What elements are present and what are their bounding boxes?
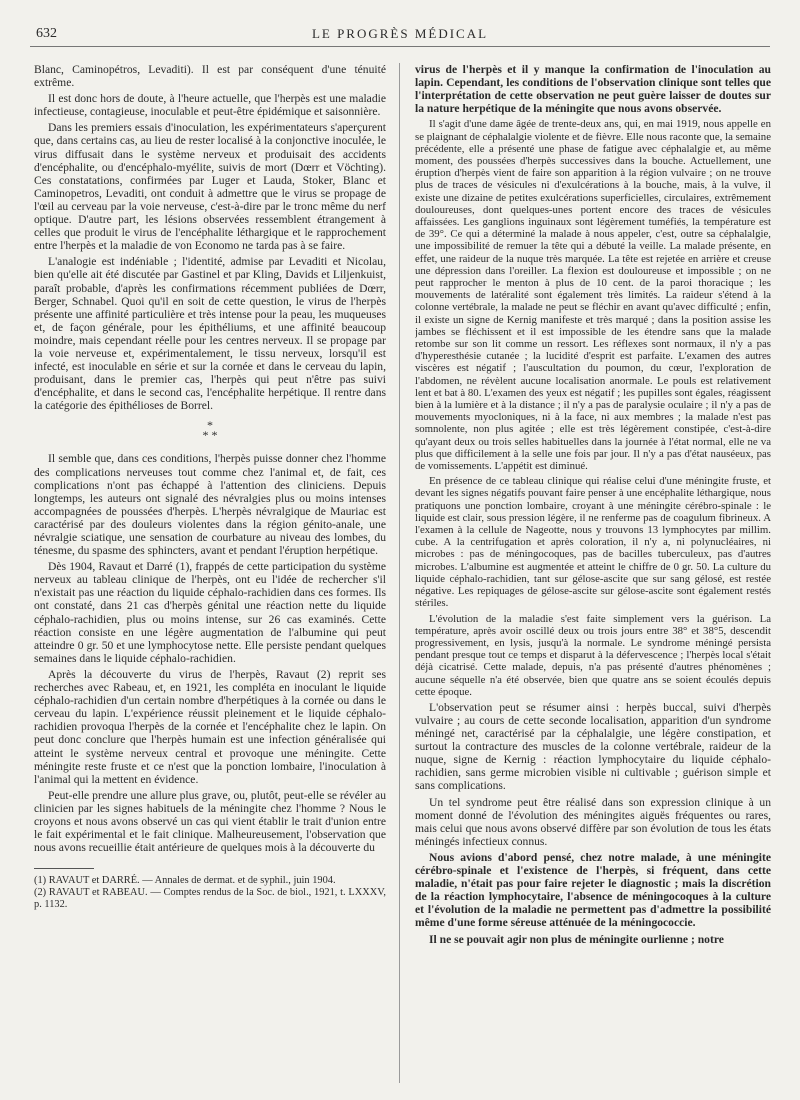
paragraph: Peut-elle prendre une allure plus grave, ou, plutôt, peut-elle se révéler au clinicien par les signes habituels de la méningite chez l'homme ? Nous le croyons et nous avons observé un cas qui vient établir le trait d'union entre le fait expérimental et le fait clinique. Malheureusement, l'observation que nous avons recueillie était antérieure de quelques mois à la découverte du (34, 788, 386, 855)
separator-stars-bottom: * * (202, 428, 218, 443)
paragraph: Il semble que, dans ces conditions, l'herpès puisse donner chez l'homme des complications nerveuses tout comme chez l'animal et, de fait, ces complications n'ont pas échappé à l'attention des cliniciens. Depuis longtemps, les auteurs ont signalé des névralgies plus ou moins intenses accompagnées de poussées d'herpès. L'herpès névralgique de Mauriac est caractérisé par des douleurs violentes dans la région génito-anale, une névralgie sciatique, une sensation de courbature au niveau des lombes, du ténesme, du spasme des sphincters, avant et pendant l'éruption herpétique. (34, 452, 386, 558)
paragraph: virus de l'herpès et il y manque la confirmation de l'inoculation au lapin. Cependant, les conditions de l'observation clinique sont telles que l'interprétation de cette observation ne peut guère laisser de doutes sur la nature herpétique de la méningite que nous avons observée. (415, 63, 771, 116)
section-separator (34, 418, 386, 443)
paragraph: Il ne se pouvait agir non plus de méningite ourlienne ; notre (429, 932, 724, 946)
paragraph: Après la découverte du virus de l'herpès, Ravaut (2) reprit ses recherches avec Rabeau, et, en 1921, les compléta en inoculant le liquide céphalo-rachidien d'un certain nombre d'herpétiques à la cornée ou dans le cerveau du lapin. L'expérience réussit pleinement et le liquide céphalo-rachidien provoqua l'herpès de la cornée et l'encéphalite chez le lapin. On peut donc conclure que l'herpès humain est une infection généralisée qui atteint le système nerveux central et provoque une méningite. Cette méningite reste fruste et ce n'est que la ponction lombaire, l'inoculation à l'animal qui la mettent en évidence. (34, 667, 386, 786)
page-number: 632 (36, 26, 57, 41)
case-report-paragraph: En présence de ce tableau clinique qui réalise celui d'une méningite fruste, et devant les signes négatifs pouvant faire penser à une encéphalite léthargique, nous pratiquons une ponction lombaire, croyant à une méningite cérébro-spinale : le liquide est clair, sous pression légère, il ne renferme pas de coagulum fibrineux. A l'examen à la cellule de Nageotte, nous y trouvons 13 lymphocytes par millim. cube. A la centrifugation et après coloration, il n'y a, ni polynucléaires, ni microbes : pas de méningocoques, pas de bacilles tuberculeux, pas d'autres microbes. L'albumine est augmentée et atteint le chiffre de 0 gr. 50. La culture du liquide céphalo-rachidien, tant sur gélose-ascite que sur sang gélosé, est restée négative. Les repiquages de gélose-ascite sur gélose-ascite sont également restés stériles. (415, 475, 771, 610)
paragraph: Blanc, Caminopétros, Levaditi). Il est par conséquent d'une ténuité extrême. (34, 63, 386, 90)
paragraph: Dès 1904, Ravaut et Darré (1), frappés de cette participation du système nerveux au tableau clinique de l'herpès, ont eu l'idée de rechercher s'il n'existait pas une réaction du liquide céphalo-rachidien dans ces formes. Ils ont constaté, dans 21 cas d'herpès génital une réaction nette du liquide céphalo-rachidien, plus ou moins intense, sur 26 cas examinés. Cette réaction consiste en une légère augmentation de l'albumine qui peut atteindre 0 gr. 50 et une lymphocytose nette. Elle persiste pendant quelques semaines dans le liquide céphalo-rachidien. (34, 560, 386, 665)
running-title: LE PROGRÈS MÉDICAL (311, 26, 489, 41)
right-column (415, 63, 771, 1083)
case-report-paragraph: Il s'agit d'une dame âgée de trente-deux ans, qui, en mai 1919, nous appelle en se plaignant de céphalalgie violente et de fièvre. Elle nous raconte que, la semaine précédente, elle a présenté une phase de fatigue avec céphalalgie et, au même moment, des poussées d'herpès successives dans la bouche. Actuellement, une éruption d'herpès vient de faire son apparition à la région vulvaire ; on ne trouve plus de traces de vésicules ni d'exulcérations à la bouche, mais, à la vulve, il existe une dizaine de petites exulcérations superficielles, circulaires, extrêmement douloureuses, dont quelques-unes portent encore des traces de vésicules affaissées. Les ganglions inguinaux sont légèrement tuméfiés, la température est de 39°. Ce qui a déterminé la malade à nous appeler, c'est, outre sa céphalalgie, une impossibilité de remuer la tête qui a débuté la veille. La malade présente, en effet, une raideur de la nuque très marquée. La tête est rejetée en arrière et creuse une dépression dans l'oreiller. La flexion est douloureuse et impossible ; on ne peut rapprocher le menton à plus de 10 cent. de la paroi thoracique ; les mouvements de latéralité sont également très limités. La raideur s'étend à la colonne vertébrale, la malade ne peut se fléchir en avant qu'avec difficulté ; enfin, il existe un signe de Kernig manifeste et très marqué ; dans la position assise les jambes se fléchissent et il est impossible de les étendre sans que la malade retombe sur son lit comme un ressort. Les réflexes sont normaux, il n'y a pas d'hyperesthésie cutanée ; la lucidité d'esprit est parfaite. L'examen des autres viscères est négatif ; l'auscultation du poumon, du cœur, l'exploration de l'abdomen, ne révèlent aucune localisation anormale. Le pouls est relativement lent et bat à 80. L'examen des yeux est négatif ; les pupilles sont égales, réagissent bien à la lumière et à la distance ; il n'y a pas de paralysie oculaire ; il n'y a pas de mouvements myocloniques, ni à la face, ni aux membres ; la malade n'est pas somnolente, non plus agitée ; elle est très légèrement constipée, c'est-à-dire qu'ayant deux ou trois selles habituelles dans la journée à l'état normal, elle ne va plus que difficilement à la selle une fois par jour. Il n'y a pas d'état nauséeux, pas de vomissements. L'appétit est diminué. (415, 118, 771, 473)
paragraph: Un tel syndrome peut être réalisé dans son expression clinique à un moment donné de l'évolution des méningites aiguës fréquentes ou rares, mais celui que nous avons observé diffère par son évolution de tous les états méningés infectieux connus. (415, 795, 771, 848)
separator-star-top: * (207, 418, 213, 433)
footnote-rule (34, 868, 94, 869)
column-divider (399, 63, 400, 1083)
paragraph: L'observation peut se résumer ainsi : herpès buccal, suivi d'herpès vulvaire ; au cours de cette seconde localisation, apparition d'un syndrome méningé net, caractérisé par la céphalalgie, une légère constipation, et surtout la contracture des muscles de la colonne vertébrale, raideur de la nuque, signe de Kernig : réaction lymphocytaire du liquide céphalo-rachidien, sans germe microbien visible ni cultivable ; guérison simple et sans complications. (415, 700, 771, 793)
paragraph: L'analogie est indéniable ; l'identité, admise par Levaditi et Nicolau, bien qu'elle ait été discutée par Gastinel et par Kling, Davids et Liljenkuist, paraît probable, d'après les confirmations récemment publiées de Dœrr, Berger, Schnabel. Quoi qu'il en soit de cette question, le virus de l'herpès présente une affinité particulière et très intense pour la peau, les muqueuses et, de façon générale, pour les épithéliums, et une affinité beaucoup moindre, mais cependant réelle pour les centres nerveux. Il se propage par la voie nerveuse et, expérimentalement, le tissu nerveux, lorsqu'il est infecté, est inoculable en série et sur la cornée et dans le cerveau du lapin, produisant, dans le premier cas, l'herpès qui peut n'être pas suivi d'encéphalite, et dans le second cas, l'encéphalite herpétique. Il rentre dans la catégorie des épithélioses de Borrel. (34, 255, 386, 413)
footnote: (1) RAVAUT et DARRÉ. — Annales de dermat. et de syphil., juin 1904. (34, 875, 336, 887)
paragraph: Dans les premiers essais d'inoculation, les expérimentateurs s'aperçurent que, dans certains cas, au lieu de rester localisé à la conjonctive inoculée, le virus diffusait dans le système nerveux et produisait des accidents d'encéphalite, ou d'encéphalo-myélite, suivis de mort (Dœrr et Vöchting). Ces constatations, confirmées par Luger et Lauda, Stoker, Blanc et Caminopetros, Levaditi, ont conduit à admettre que le virus se propage de l'œil au cerveau par la voie nerveuse, c'est-à-dire par le tronc même du nerf optique. D'autre part, les lésions observées ressemblent étrangement à celles que produit le virus de l'encéphalite léthargique et le rapprochement entre l'herpès et la maladie de von Economo ne tarda pas à se faire. (34, 121, 386, 253)
page-header (30, 26, 770, 47)
paragraph: Nous avions d'abord pensé, chez notre malade, à une méningite cérébro-spinale et l'existence de l'herpès, si fréquent, dans cette maladie, n'était pas pour faire rejeter le diagnostic ; mais la discrétion de la réaction lymphocytaire, l'absence de méningocoques à la culture et l'évolution de la maladie ne permettent pas d'admettre la possibilité même d'une forme séreuse atténuée de la méningococcie. (415, 850, 771, 930)
left-column (34, 63, 386, 1083)
case-report-paragraph: L'évolution de la maladie s'est faite simplement vers la guérison. La température, après avoir oscillé deux ou trois jours entre 38° et 38°5, descendit progressivement, en lysis, jusqu'à la normale. Le syndrome méningé persista pendant presque tout ce temps et disparut à la défervescence ; l'herpès local s'était déjà cicatrisé. Cette malade, depuis, n'a pas présenté d'autres phénomènes ; aucune séquelle n'a été observée, bien que quatre ans se soient écoulés depuis cette époque. (415, 612, 771, 698)
footnote: (2) RAVAUT et RABEAU. — Comptes rendus de la Soc. de biol., 1921, t. LXXXV, p. 1132. (34, 887, 386, 911)
paragraph: Il est donc hors de doute, à l'heure actuelle, que l'herpès est une maladie infectieuse, contagieuse, inoculable et peut-être épidémique et saisonnière. (34, 92, 386, 119)
